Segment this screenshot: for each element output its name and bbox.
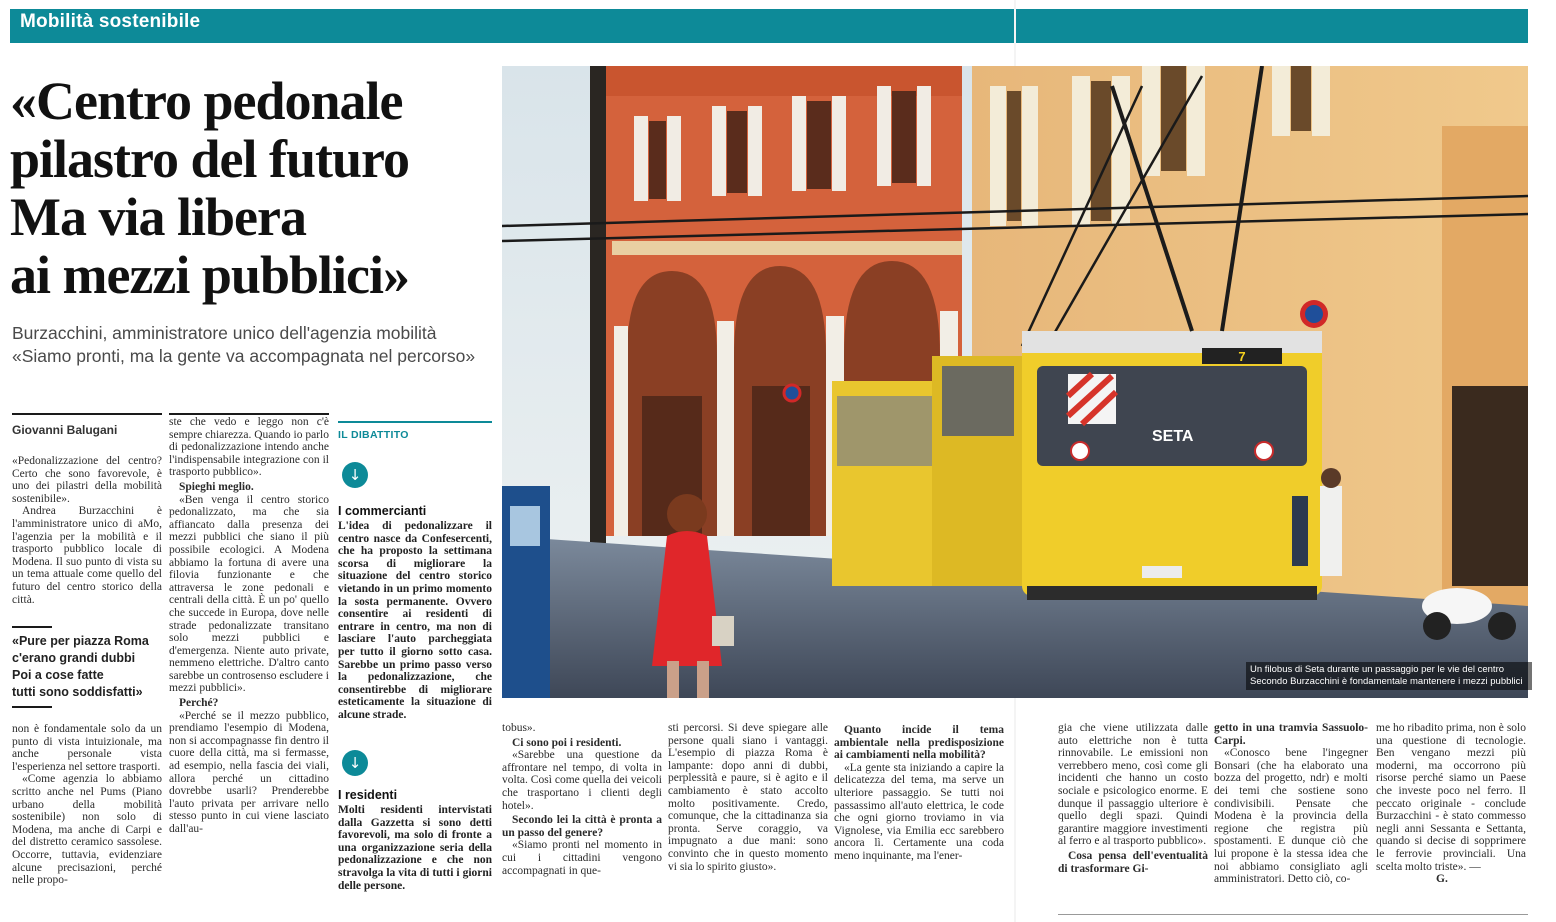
article-column-6 <box>834 722 1004 914</box>
interview-question: Ci sono poi i residenti. <box>512 736 622 749</box>
subhead-line: «Siamo pronti, ma la gente va accompagnata nel percorso» <box>12 346 476 366</box>
article-column-1-bottom <box>12 723 162 915</box>
paragraph: tobus». <box>502 722 536 734</box>
paragraph: «Sarebbe una questione da affrontare nel tempo, di volta in volta. Così come quella dei veicoli che trasportano i clienti degli hotel». <box>502 749 662 812</box>
bottom-rule <box>1058 914 1528 915</box>
bus-route-number: 7 <box>1238 349 1246 364</box>
arrow-down-icon: ↓ <box>342 462 368 488</box>
interview-question: Perché? <box>179 697 219 710</box>
pullquote-line: c'erano grandi dubbi <box>12 651 136 665</box>
debate-rule <box>338 421 492 423</box>
bus-brand-logo: SETA <box>1152 428 1194 445</box>
caption-line: Secondo Burzacchini è fondamentale mantenere i mezzi pubblici <box>1250 676 1523 687</box>
arrow-down-icon: ↓ <box>342 750 368 776</box>
caption-line: Un filobus di Seta durante un passaggio per le vie del centro <box>1250 664 1505 675</box>
headline-line: ai mezzi pubblici» <box>10 245 409 305</box>
headline-line: Ma via libera <box>10 187 306 247</box>
paragraph: «Siamo pronti nel momento in cui i cittadini vengono accompagnati in que- <box>502 839 662 877</box>
headline <box>10 72 495 304</box>
pullquote-rule <box>12 626 52 628</box>
pullquote-line: «Pure per piazza Roma <box>12 634 149 648</box>
paragraph: me ho ribadito prima, non è solo una questione di tecnologie. Ben vengano mezzi più moderni, ma occorrono più risorse perché siamo un Paese che investe poco nel ferro. Il peccato originale - conclude Burzacchini - è stato commesso negli anni Sessanta e Settanta, quando si decise di sopprimere le ferrovie provinciali. Una scelta molto triste». — <box>1376 722 1526 873</box>
paragraph: Molti residenti intervistati dalla Gazzetta si sono detti favorevoli, ma solo di fronte a una organizzazione seria della pedonalizzazione e che non stravolga la vita di tutti i giorni delle persone. <box>338 804 492 892</box>
interview-question: Cosa pensa dell'eventualità di trasformare Gi- <box>1058 849 1208 875</box>
debate-title-residents: I residenti <box>338 788 398 802</box>
article-column-8 <box>1214 722 1368 914</box>
byline: Giovanni Balugani <box>12 423 118 437</box>
headline-line: «Centro pedonale <box>10 71 403 131</box>
paragraph: ste che vedo e leggo non c'è sempre chiarezza. Quando io parlo di pedonalizzazione intendo anche l'indispensabile integrazione con il trasporto pubblico». <box>169 416 329 479</box>
article-column-5 <box>668 722 828 914</box>
column-rule <box>12 413 162 415</box>
interview-question: Secondo lei la città è pronta a un passo del genere? <box>502 814 662 839</box>
paragraph: «La gente sta iniziando a capire la delicatezza del tema, ma serve un ulteriore passaggio. Se tutti noi passassimo all'auto elettrica, le code che ogni giorno troviamo in via Vignolese, via Emilia ecc sarebbero ancora lì. Certamente una coda meno inquinante, ma l'ener- <box>834 761 1004 862</box>
paragraph: L'idea di pedonalizzare il centro nasce da Confesercenti, che ha proposto la settimana scorsa di migliorare la situazione del centro storico vietando in un primo momento la sosta permanente. Ovvero consentire ai residenti di entrare in centro, ma non di lasciare l'auto parcheggiata per tutto il giorno sotto casa. Sarebbe un primo passo verso la pedonalizzazione, che consentirebbe di migliorare esteticamente la situazione di alcune strade. <box>338 520 492 721</box>
paragraph: «Pedonalizzazione del centro? Certo che sono favorevole, è uno dei pilastri della mobilità sostenibile». <box>12 455 162 505</box>
pullquote <box>12 633 162 701</box>
interview-question: Spieghi meglio. <box>179 480 254 493</box>
column-rule <box>169 413 329 415</box>
debate-title-merchants: I commercianti <box>338 504 427 518</box>
pullquote-line: Poi a cose fatte <box>12 668 104 682</box>
debate-text-merchants <box>338 520 492 736</box>
author-signature: G. <box>1436 873 1448 886</box>
pullquote-line: tutti sono soddisfatti» <box>12 685 143 699</box>
interview-question: Quanto incide il tema ambientale nella predisposizione ai cambiamenti nella mobilità? <box>834 724 1004 762</box>
paragraph: gia che viene utilizzata dalle auto elettriche non è tutta rinnovabile. Le emissioni non verrebbero meno, così come gli incidenti che hanno un costo sociale e psicologico enorme. E dunque il passaggio ulteriore è quello degli spazi. Quindi garantire maggiore investimenti al ferro e al trasporto pubblico». <box>1058 722 1208 848</box>
interview-question: getto in una tramvia Sassuolo-Carpi. <box>1214 722 1368 747</box>
article-column-4 <box>502 722 662 914</box>
article-column-1-top <box>12 455 162 623</box>
article-column-7 <box>1058 722 1208 914</box>
headline-line: pilastro del futuro <box>10 129 410 189</box>
article-column-9 <box>1376 722 1526 914</box>
paragraph: «Perché se il mezzo pubblico, prendiamo l'esempio di Modena, non si accompagnasse fin dentro il cuore della città, ma si fermasse, ad esempio, nella fascia dei viali, allora perché un cittadino dovrebbe usarli? Prenderebbe l'auto privata per arrivare nello stesso punto in cui viene lasciato dall'au- <box>169 709 329 835</box>
paragraph: «Conosco bene l'ingegner Bonsari (che ha elaborato una bozza del progetto, ndr) e molti dei temi che sostiene sono condivisibili. Pensate che Modena è la provincia della regione che registra più spostamenti. E dunque ciò che lui propone è la stessa idea che noi abbiamo consigliato agli amministratori. Detto ciò, co- <box>1214 747 1368 886</box>
paragraph: «Ben venga il centro storico pedonalizzato, ma che sia affiancato dalla presenza dei mezzi pubblici che siano il più possibile ecologici. A Modena abbiamo la fortuna di avere una filovia funzionante e che attraversa le zone pedonali e centrali della città. È un po' quello che succede in Europa, dove nelle strade pedonalizzate transitano solo mezzi pubblici e d'emergenza. Niente auto private, nemmeno elettriche. D'altro canto sarebbe un controsenso escludere i mezzi pubblici». <box>169 493 329 695</box>
section-label: Mobilità sostenibile <box>20 11 201 32</box>
paragraph: Andrea Burzacchini è l'amministratore unico di aMo, l'agenzia per la mobilità e il trasporto pubblico locale di Modena. Il suo punto di vista su un tema attuale come quello del futuro del centro storico della città. <box>12 505 162 606</box>
debate-text-residents <box>338 804 492 910</box>
photo-caption <box>1246 662 1532 690</box>
paragraph: «Come agenzia lo abbiamo scritto anche nel Pums (Piano urbano della mobilità sostenibile) non solo di Modena, ma anche di Carpi e del distretto ceramico sassolese. Occorre, tuttavia, evidenziare alcune precisazioni, perché nelle propo- <box>12 773 162 887</box>
article-column-2 <box>169 416 329 908</box>
paragraph: non è fondamentale solo da un punto di vista intuizionale, ma anche personale vista l'esperienza nel settore trasporti. <box>12 723 162 773</box>
section-bar-right <box>1016 9 1528 43</box>
pullquote-rule <box>12 706 52 708</box>
paragraph: sti percorsi. Si deve spiegare alle persone quali siano i vantaggi. L'esempio di piazza Roma è lampante: dopo anni di dubbi, perplessità e paure, si è agito e il cambiamento è stato accolto molto positivamente. Credo, comunque, che la cittadinanza sia pronta. Serve coraggio, va impugnato a due mani: sono convinto che in questo momento vi sia lo spirito giusto». <box>668 722 828 873</box>
subhead-line: Burzacchini, amministratore unico dell'agenzia mobilità <box>12 323 437 343</box>
subheadline <box>12 322 497 368</box>
debate-label: IL DIBATTITO <box>338 429 409 441</box>
article-photo <box>502 66 1528 698</box>
